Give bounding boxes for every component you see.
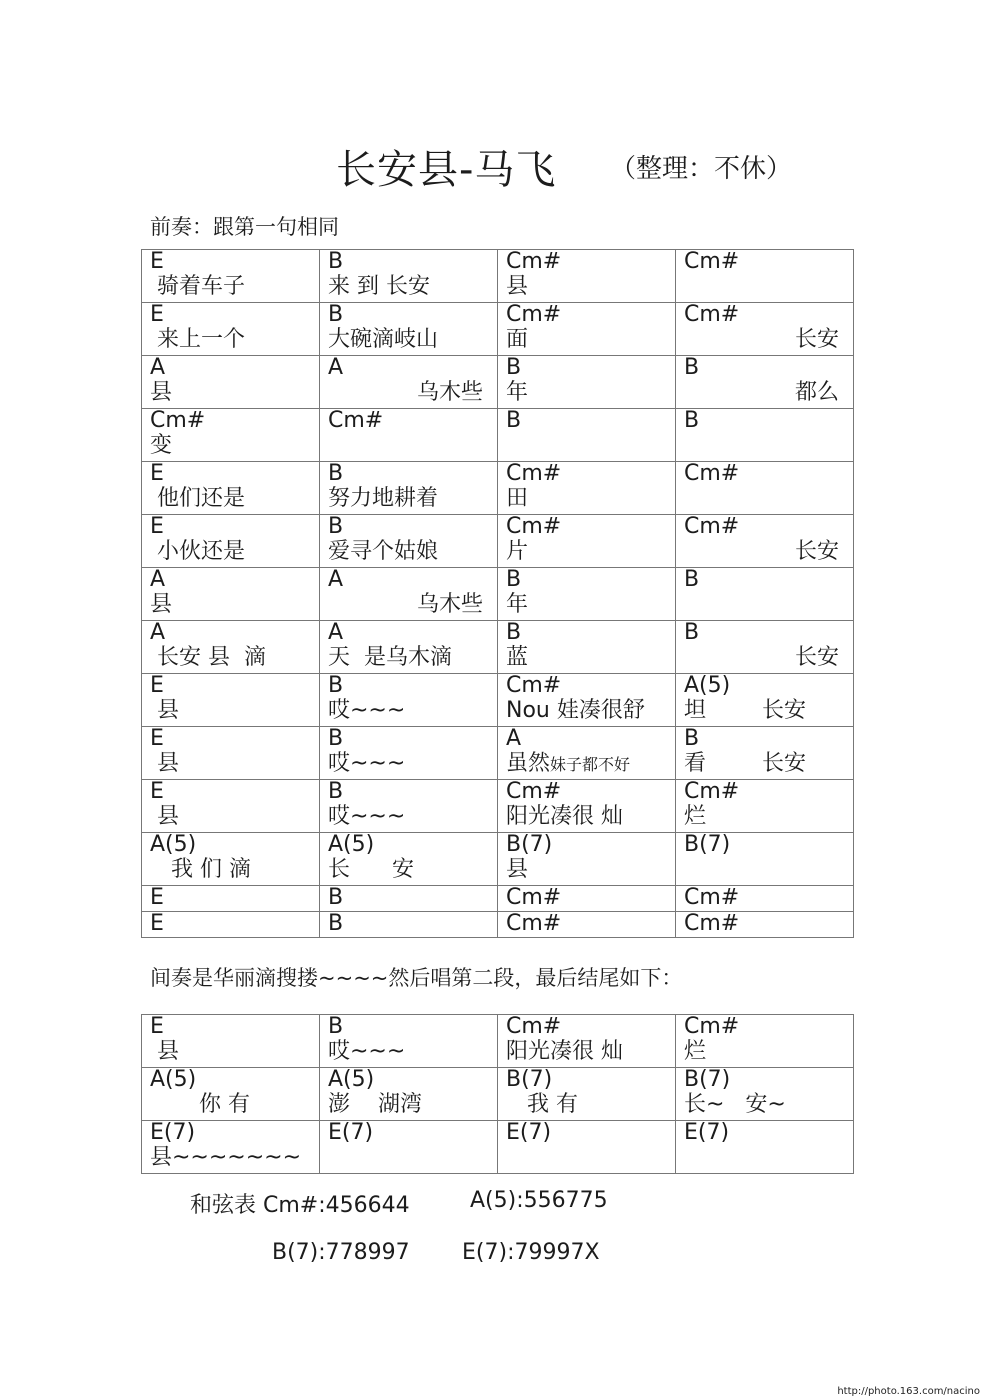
interlude-note: 间奏是华丽滴搜搂~~~~然后唱第二段，最后结尾如下： [150,966,683,990]
table-cell [320,727,498,780]
lyric-main: 长安 [794,645,839,670]
table-cell [320,250,498,303]
chord-label: E(7) [150,1120,196,1145]
table-cell [320,515,498,568]
lyric-small: 妹子都不好 [550,755,631,774]
chord-label: Cm# [506,249,562,274]
table-cell [498,1121,676,1174]
table-row [142,568,854,621]
table-cell [498,674,676,727]
chord-label: A [150,567,166,592]
chord-label: B [328,249,344,274]
lyric-text [676,486,853,512]
lyric-text [498,751,675,777]
table-cell [676,409,854,462]
lyric-main: 哎~~~ [328,698,406,723]
title-row [0,138,990,193]
table-cell [142,515,320,568]
table-cell [142,1068,320,1121]
lyric-text [498,327,675,353]
chord-label: Cm# [506,885,562,910]
lyric-main: 虽然 [506,751,551,776]
intro-note: 前奏：跟第一句相同 [150,215,339,239]
table-cell [320,833,498,886]
lyric-main: 天 是乌木滴 [328,645,452,670]
lyric-text [498,486,675,512]
chord-label: Cm# [506,302,562,327]
chord-label: B(7) [684,1067,731,1092]
lyric-text [142,380,319,406]
table-cell [320,621,498,674]
lyric-main: 年 [506,380,529,405]
lyric-main: 长安 [794,539,839,564]
lyric-main: 阳光凑很 灿 [506,1039,623,1064]
lyric-main: 看 长安 [684,751,806,776]
chord-label: B [328,911,344,936]
lyric-main: 县~~~~~~~ [150,1145,302,1170]
chord-label: B [684,567,700,592]
watermark: http://photo.163.com/nacino [837,1386,980,1397]
lyric-text [320,751,497,777]
table-cell [676,568,854,621]
table-row [142,621,854,674]
table-cell [142,568,320,621]
lyric-main: 努力地耕着 [328,486,439,511]
lyric-text [676,751,853,777]
table-cell [320,1121,498,1174]
table-cell [142,1121,320,1174]
table-cell [498,515,676,568]
table-row [142,912,854,938]
lyric-main: 长~ 安~ [684,1092,786,1117]
chord-chart-cm: 和弦表 Cm#:456644 [190,1193,410,1218]
lyric-text [676,539,853,565]
lyric-text [142,1092,319,1118]
chord-label: E [150,726,164,751]
lyric-main: 澎 湖湾 [328,1092,422,1117]
chord-label: B [328,302,344,327]
table-cell [498,1068,676,1121]
lyric-main: 县 [506,857,529,882]
lyric-text [320,380,497,406]
lyric-main: 长安 [794,327,839,352]
table-cell [498,409,676,462]
lyric-main: 我 们 滴 [150,857,251,882]
lyric-main: 变 [150,433,173,458]
lyric-main: 都么 [794,380,839,405]
lyric-text [142,274,319,300]
lyric-text [320,1039,497,1065]
chord-label: A [150,620,166,645]
lyric-text [498,433,675,459]
chord-label: A [328,620,344,645]
lyric-main: 阳光凑很 灿 [506,804,623,829]
lyric-main: 面 [506,327,529,352]
lyric-text [142,539,319,565]
table-cell [498,356,676,409]
table-cell [142,250,320,303]
chord-label: Cm# [684,249,740,274]
table-cell [498,833,676,886]
table-cell [676,1068,854,1121]
table-cell [676,303,854,356]
table-cell [320,1068,498,1121]
lyric-text [498,274,675,300]
chord-label: B [328,514,344,539]
lyric-main: 哎~~~ [328,1039,406,1064]
lyric-text [320,592,497,618]
lyric-text [142,592,319,618]
chord-label: B [506,567,522,592]
lyric-text [142,327,319,353]
lyric-main: 县 [150,751,179,776]
chord-label: E(7) [506,1120,552,1145]
chord-label: E [150,249,164,274]
table-cell [498,462,676,515]
lyric-text [320,433,497,459]
table-cell [142,409,320,462]
lyric-main: 爱寻个姑娘 [328,539,439,564]
lyric-text [498,539,675,565]
lyric-text [676,274,853,300]
table-cell [142,462,320,515]
lyric-text [142,751,319,777]
table-cell [676,674,854,727]
table-cell [498,727,676,780]
chord-label: B [328,461,344,486]
chord-label: Cm# [684,461,740,486]
table-cell [676,1015,854,1068]
chord-label: Cm# [506,514,562,539]
chord-label: B [684,620,700,645]
chord-label: B [328,779,344,804]
lyric-text [142,857,319,883]
table-cell [142,727,320,780]
lyric-main: 你 有 [150,1092,250,1117]
lyric-text [498,592,675,618]
chord-label: Cm# [684,779,740,804]
table-row [142,250,854,303]
table-cell [142,886,320,912]
lyric-text [498,1092,675,1118]
table-row [142,727,854,780]
chord-label: E(7) [328,1120,374,1145]
chord-label: A [328,567,344,592]
lyric-main: 来 到 长安 [328,274,430,299]
chord-label: B [506,355,522,380]
lyric-text [676,698,853,724]
table-cell [498,568,676,621]
lyric-text [676,1145,853,1171]
chord-label: B [328,1014,344,1039]
chord-label: E [150,885,164,910]
chord-chart-a5: A(5):556775 [470,1188,608,1213]
chord-lyric-table [141,249,854,938]
chord-label: Cm# [684,911,740,936]
lyric-text [320,327,497,353]
lyric-text [498,698,675,724]
chord-label: Cm# [506,673,562,698]
lyric-text [142,804,319,830]
lyric-text [676,1039,853,1065]
lyric-main: 乌木些 [416,592,483,617]
lyric-text [676,380,853,406]
table-cell [142,621,320,674]
chord-label: A(5) [150,832,197,857]
table-cell [498,303,676,356]
ending-chord-lyric-table [141,1014,854,1174]
table-row [142,886,854,912]
lyric-text [320,698,497,724]
table-cell [320,462,498,515]
chord-label: E [150,461,164,486]
lyric-main: 骑着车子 [150,274,245,299]
lyric-text [142,645,319,671]
lyric-main: 县 [150,592,173,617]
lyric-text [676,327,853,353]
table-cell [142,356,320,409]
chord-label: E [150,911,164,936]
table-cell [498,886,676,912]
chord-label: B(7) [506,832,553,857]
lyric-text [320,274,497,300]
chord-label: B [506,620,522,645]
lyric-main: Nou 娃凑很舒 [506,698,645,723]
lyric-main: 小伙还是 [150,539,245,564]
table-cell [320,409,498,462]
chord-label: E [150,302,164,327]
lyric-text [142,486,319,512]
table-cell [498,780,676,833]
chord-label: Cm# [684,514,740,539]
table-cell [142,1015,320,1068]
chord-label: Cm# [684,302,740,327]
chord-label: B [328,885,344,910]
table-cell [142,912,320,938]
chord-label: Cm# [684,1014,740,1039]
lyric-main: 长 安 [328,857,414,882]
lyric-main: 哎~~~ [328,751,406,776]
lyric-text [320,486,497,512]
table-cell [142,780,320,833]
chord-label: A(5) [328,832,375,857]
table-cell [142,833,320,886]
lyric-text [142,1039,319,1065]
lyric-main: 县 [150,698,179,723]
table-cell [320,303,498,356]
table-cell [320,780,498,833]
chord-label: E(7) [684,1120,730,1145]
chord-label: B [328,673,344,698]
table-row [142,1068,854,1121]
chord-label: A [328,355,344,380]
chord-chart-b7: B(7):778997 [272,1240,410,1265]
lyric-text [320,1145,497,1171]
chord-label: Cm# [506,911,562,936]
chord-label: A(5) [328,1067,375,1092]
table-cell [676,1121,854,1174]
table-row [142,462,854,515]
table-cell [142,674,320,727]
chord-label: Cm# [328,408,384,433]
page-title: 长安县-马飞 [336,147,557,193]
lyric-text [676,592,853,618]
table-cell [676,833,854,886]
lyric-main: 乌木些 [416,380,483,405]
chord-label: E [150,779,164,804]
lyric-main: 烂 [684,1039,707,1064]
table-row [142,1121,854,1174]
lyric-text [676,804,853,830]
table-cell [676,356,854,409]
table-cell [320,674,498,727]
chord-label: Cm# [150,408,206,433]
chord-label: E [150,1014,164,1039]
chord-label: B(7) [506,1067,553,1092]
lyric-main: 长安 县 滴 [150,645,266,670]
lyric-text [320,1092,497,1118]
lyric-text [142,1145,319,1171]
chord-label: B [684,726,700,751]
table-cell [498,250,676,303]
lyric-main: 田 [506,486,529,511]
lyric-text [676,857,853,883]
lyric-main: 烂 [684,804,707,829]
table-cell [676,515,854,568]
table-cell [676,912,854,938]
table-cell [676,727,854,780]
chord-chart-e7: E(7):79997X [462,1240,600,1265]
lyric-main: 哎~~~ [328,804,406,829]
lyric-text [498,1039,675,1065]
table-cell [676,621,854,674]
table-row [142,356,854,409]
table-cell [320,886,498,912]
chord-label: B [506,408,522,433]
table-cell [320,912,498,938]
lyric-text [320,857,497,883]
table-cell [676,462,854,515]
lyric-text [320,804,497,830]
table-cell [320,1015,498,1068]
lyric-text [498,1145,675,1171]
chord-label: A(5) [150,1067,197,1092]
arranger-credit: （整理：不休） [610,154,793,184]
chord-label: Cm# [506,461,562,486]
table-row [142,780,854,833]
lyric-text [498,804,675,830]
table-row [142,515,854,568]
lyric-main: 来上一个 [150,327,245,352]
chord-label: Cm# [684,885,740,910]
table-cell [676,250,854,303]
table-cell [142,303,320,356]
table-cell [498,621,676,674]
table-row [142,1015,854,1068]
lyric-text [498,857,675,883]
table-cell [498,912,676,938]
lyric-main: 他们还是 [150,486,245,511]
chord-label: B [684,355,700,380]
table-cell [498,1015,676,1068]
lyric-main: 蓝 [506,645,529,670]
lyric-text [676,645,853,671]
lyric-main: 县 [506,274,529,299]
table-row [142,303,854,356]
table-cell [676,886,854,912]
lyric-text [498,380,675,406]
lyric-text [320,539,497,565]
chord-label: A [506,726,522,751]
table-row [142,409,854,462]
lyric-text [320,645,497,671]
chord-label: B [328,726,344,751]
chord-label: B [684,408,700,433]
lyric-main: 年 [506,592,529,617]
lyric-main: 县 [150,380,173,405]
lyric-main: 坦 长安 [684,698,806,723]
table-row [142,674,854,727]
chord-label: Cm# [506,779,562,804]
chord-label: A(5) [684,673,731,698]
chord-label: Cm# [506,1014,562,1039]
lyric-text [498,645,675,671]
chord-label: A [150,355,166,380]
lyric-main: 县 [150,804,179,829]
table-row [142,833,854,886]
chord-label: B(7) [684,832,731,857]
lyric-text [142,433,319,459]
lyric-main: 我 有 [506,1092,578,1117]
table-cell [320,356,498,409]
lyric-text [142,698,319,724]
lyric-text [676,1092,853,1118]
chord-label: E [150,673,164,698]
chord-label: E [150,514,164,539]
lyric-text [676,433,853,459]
table-cell [320,568,498,621]
lyric-main: 县 [150,1039,179,1064]
table-cell [676,780,854,833]
lyric-main: 片 [506,539,529,564]
lyric-main: 大碗滴岐山 [328,327,439,352]
